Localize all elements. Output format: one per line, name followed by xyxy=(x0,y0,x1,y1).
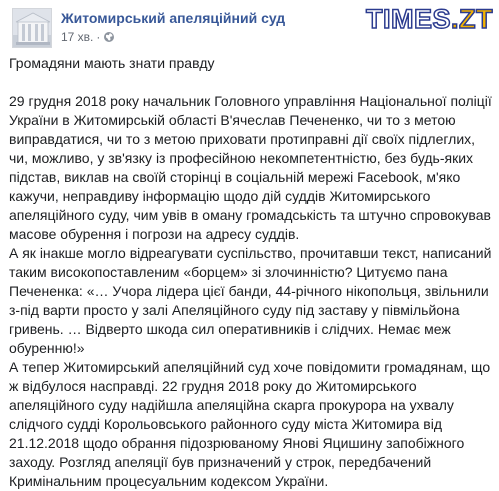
post-paragraph: А тепер Житомирський апеляційний суд хоче повідомити громадянам, що ж відбулося насправді. 22 грудня 2018 року до Житомирського апеляційного суду надійшла апеляційна скарга прокурора на ухвалу слідчого судді Корольовського районного суду міста Житомира від 21.12.2018 щодо обрання підозрюваному Янові Яцишину запобіжного заходу. Розгляд апеляції був призначений у строк, передбачений Кримінальним процесуальним кодексом України. xyxy=(9,359,491,489)
meta-separator: · xyxy=(96,30,101,44)
post-meta xyxy=(61,30,115,44)
watermark-brand: TIMES xyxy=(365,4,451,34)
post-paragraph: А як інакше могло відреагувати суспільство, прочитавши текст, написаний таким високопоставленим «борцем» зі злочинністю? Цитуємо пана Печененка: «… Учора лідера цієї банди, 44-річного нікопольця, звільнили з-під варти просто у залі Апеляційного суду під заставу у півмільйона гривень. … Відверто шкода сил оперативників і слідчих. Немає меж обуренню!» xyxy=(9,245,492,356)
page-avatar[interactable] xyxy=(12,8,52,48)
watermark-domain: .ZT xyxy=(451,4,493,34)
post-time[interactable]: 17 хв. xyxy=(61,30,94,44)
post-heading: Громадяни мають знати правду xyxy=(9,55,215,71)
times-zt-watermark xyxy=(366,4,493,35)
page-name[interactable]: Житомирський апеляційний суд xyxy=(61,10,286,26)
post-body xyxy=(9,54,493,491)
post-paragraph: 29 грудня 2018 року начальник Головного управління Національної поліції України в Житомирській області В'ячеслав Печененко, чи то з метою виправдатися, чи то з метою приховати протиправні дії своїх підлеглих, чи, можливо, у зв'язку із професійною некомпетентністю, без будь-яких підстав, виклав на своїй сторінці в соціальній мережі Facebook, м'яко кажучи, неправдиву інформацію щодо дій суддів Житомирського апеляційного суду, чим увів в оману громадськість та штучно спровокував масове обурення і погрози на адресу суддів. xyxy=(9,93,492,242)
globe-icon xyxy=(103,31,115,43)
court-building-image xyxy=(13,9,52,48)
